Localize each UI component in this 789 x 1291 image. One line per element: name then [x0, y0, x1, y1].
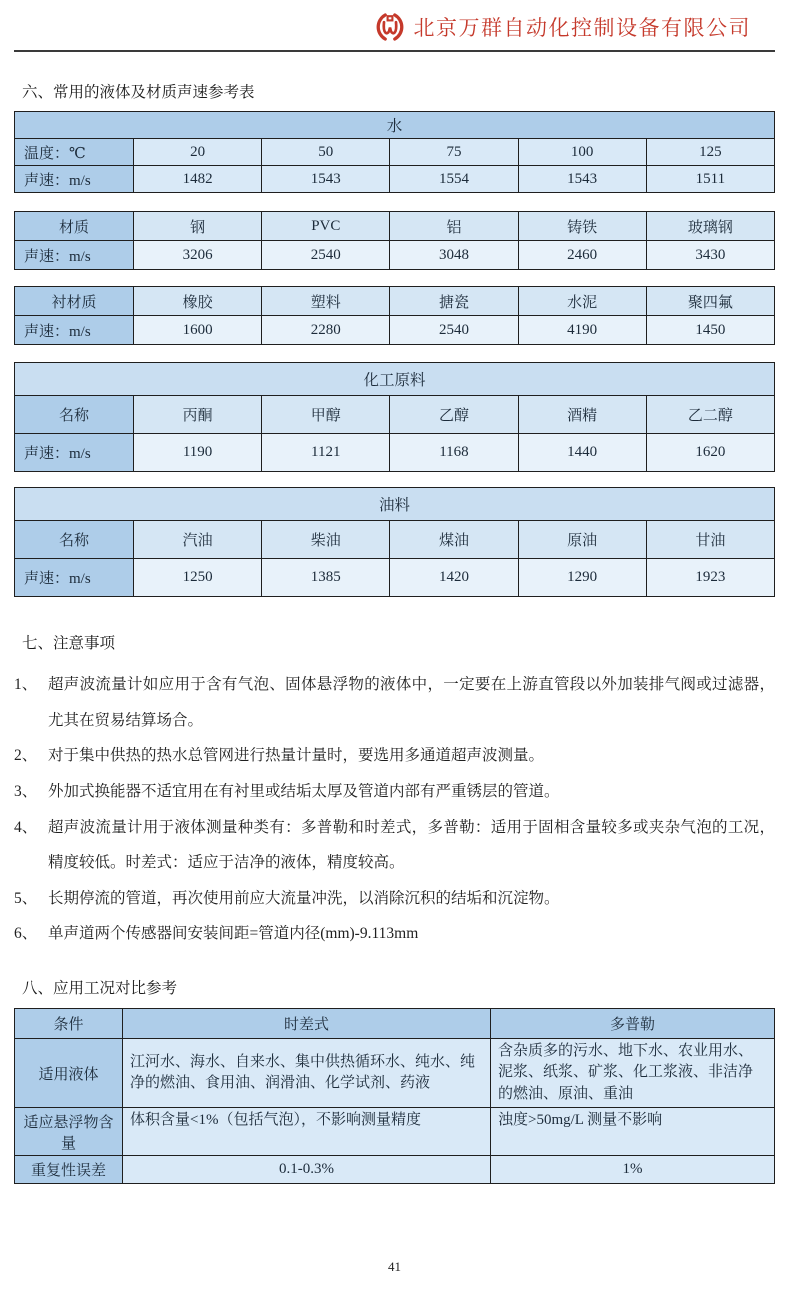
company-logo-icon: [374, 12, 406, 42]
water-speed-table: [14, 111, 775, 193]
table-cell: 1%: [491, 1156, 775, 1184]
table-cell: 原油: [518, 521, 646, 559]
row-label: 声速：m/s: [15, 316, 134, 345]
table-row: [15, 112, 775, 139]
note-text: 外加式换能器不适宜用在有衬里或结垢太厚及管道内部有严重锈层的管道。: [48, 782, 560, 800]
table-cell: 125: [646, 139, 774, 166]
note-item: [14, 738, 775, 774]
table-cell: 甘油: [646, 521, 774, 559]
section6-title: 六、常用的液体及材质声速参考表: [22, 84, 255, 101]
table-cell: 橡胶: [134, 287, 262, 316]
table-cell: 1190: [134, 434, 262, 472]
table-cell: 1290: [518, 559, 646, 597]
note-text: 对于集中供热的热水总管网进行热量计量时，要选用多通道超声波测量。: [48, 747, 545, 765]
table-cell: 乙醇: [390, 396, 518, 434]
table-row: [15, 212, 775, 241]
table-band: 水: [15, 112, 775, 139]
row-label: 名称: [15, 521, 134, 559]
table-cell: 1554: [390, 166, 518, 193]
notes-list: [14, 667, 775, 952]
table-cell: 含杂质多的污水、地下水、农业用水、泥浆、纸浆、矿浆、化工浆液、非洁净的燃油、原油、重油: [491, 1039, 775, 1108]
table-cell: 1440: [518, 434, 646, 472]
table-row: [15, 316, 775, 345]
table-row: [15, 1039, 775, 1108]
table-cell: 丙酮: [134, 396, 262, 434]
table-cell: 3206: [134, 241, 262, 270]
table-cell: 75: [390, 139, 518, 166]
table-cell: 柴油: [262, 521, 390, 559]
row-label: 重复性误差: [15, 1156, 123, 1184]
row-label: 声速：m/s: [15, 434, 134, 472]
table-row: [15, 1108, 775, 1156]
note-number: 5、: [14, 889, 38, 907]
note-text: 长期停流的管道，再次使用前应大流量冲洗，以消除沉积的结垢和沉淀物。: [48, 889, 560, 907]
row-label: 衬材质: [15, 287, 134, 316]
table-row: [15, 521, 775, 559]
table-cell: 煤油: [390, 521, 518, 559]
table-cell: 聚四氟: [646, 287, 774, 316]
table-cell: 汽油: [134, 521, 262, 559]
row-label: 声速：m/s: [15, 559, 134, 597]
application-comparison-table: [14, 1008, 775, 1184]
note-item: [14, 881, 775, 917]
row-label: 声速：m/s: [15, 241, 134, 270]
table-row: [15, 434, 775, 472]
table-cell: 1121: [262, 434, 390, 472]
table-cell: 1482: [134, 166, 262, 193]
table-cell: 2280: [262, 316, 390, 345]
table-row: [15, 396, 775, 434]
table-row: [15, 1156, 775, 1184]
table-row: [15, 166, 775, 193]
table-cell: 2460: [518, 241, 646, 270]
oil-speed-table: [14, 487, 775, 597]
table-row: [15, 1009, 775, 1039]
row-label: 声速：m/s: [15, 166, 134, 193]
material-speed-table: [14, 211, 775, 270]
table-cell: 50: [262, 139, 390, 166]
row-label: 材质: [15, 212, 134, 241]
table-cell: 1450: [646, 316, 774, 345]
note-number: 2、: [14, 747, 38, 765]
table-cell: 酒精: [518, 396, 646, 434]
column-header: 时差式: [123, 1009, 491, 1039]
table-band: 油料: [15, 488, 775, 521]
table-cell: 乙二醇: [646, 396, 774, 434]
table-row: [15, 363, 775, 396]
table-cell: 3048: [390, 241, 518, 270]
table-cell: 1543: [518, 166, 646, 193]
note-item: [14, 667, 775, 738]
table-cell: 铝: [390, 212, 518, 241]
section7-title: 七、注意事项: [22, 635, 116, 652]
row-label: 适用液体: [15, 1039, 123, 1108]
table-cell: 玻璃钢: [646, 212, 774, 241]
table-cell: 江河水、海水、自来水、集中供热循环水、纯水、纯净的燃油、食用油、润滑油、化学试剂、药液: [123, 1039, 491, 1108]
table-row: [15, 287, 775, 316]
table-cell: 1420: [390, 559, 518, 597]
note-item: [14, 774, 775, 810]
table-row: [15, 559, 775, 597]
table-cell: 钢: [134, 212, 262, 241]
table-row: [15, 241, 775, 270]
table-row: [15, 139, 775, 166]
section8-title: 八、应用工况对比参考: [22, 980, 178, 998]
table-cell: 甲醇: [262, 396, 390, 434]
row-label: 适应悬浮物含量: [15, 1108, 123, 1156]
table-cell: 2540: [262, 241, 390, 270]
table-cell: 1168: [390, 434, 518, 472]
page-number: 41: [388, 1259, 401, 1274]
note-number: 1、: [14, 676, 38, 693]
table-cell: 1600: [134, 316, 262, 345]
table-cell: 1385: [262, 559, 390, 597]
table-cell: PVC: [262, 212, 390, 241]
table-cell: 浊度>50mg/L 测量不影响: [491, 1108, 775, 1156]
table-cell: 2540: [390, 316, 518, 345]
table-cell: 1923: [646, 559, 774, 597]
note-number: 4、: [14, 818, 38, 836]
column-header: 多普勒: [491, 1009, 775, 1039]
table-cell: 搪瓷: [390, 287, 518, 316]
table-cell: 4190: [518, 316, 646, 345]
page-header: [14, 0, 775, 48]
table-cell: 1543: [262, 166, 390, 193]
note-item: [14, 810, 775, 881]
table-cell: 1511: [646, 166, 774, 193]
table-cell: 100: [518, 139, 646, 166]
table-cell: 3430: [646, 241, 774, 270]
note-number: 6、: [14, 925, 38, 943]
table-cell: 体积含量<1%（包括气泡），不影响测量精度: [123, 1108, 491, 1156]
note-text: 超声波流量计如应用于含有气泡、固体悬浮物的液体中，一定要在上游直管段以外加装排气阀或过滤器，尤其在贸易结算场合。: [48, 676, 775, 729]
note-item: [14, 916, 775, 952]
table-cell: 塑料: [262, 287, 390, 316]
table-cell: 铸铁: [518, 212, 646, 241]
note-text: 单声道两个传感器间安装间距=管道内径(mm)-9.113mm: [48, 925, 419, 943]
table-cell: 1250: [134, 559, 262, 597]
table-cell: 1620: [646, 434, 774, 472]
note-number: 3、: [14, 782, 38, 800]
row-label: 名称: [15, 396, 134, 434]
table-band: 化工原料: [15, 363, 775, 396]
column-header: 条件: [15, 1009, 123, 1039]
company-name: 北京万群自动化控制设备有限公司: [413, 16, 751, 40]
table-cell: 0.1-0.3%: [123, 1156, 491, 1184]
table-cell: 20: [134, 139, 262, 166]
lining-speed-table: [14, 286, 775, 345]
table-cell: 水泥: [518, 287, 646, 316]
row-label: 温度：℃: [15, 139, 134, 166]
table-row: [15, 488, 775, 521]
chemical-speed-table: [14, 362, 775, 472]
header-divider: [14, 50, 775, 52]
note-text: 超声波流量计用于液体测量种类有：多普勒和时差式，多普勒：适用于固相含量较多或夹杂气泡的工况，精度较低。时差式：适应于洁净的液体，精度较高。: [48, 818, 775, 872]
